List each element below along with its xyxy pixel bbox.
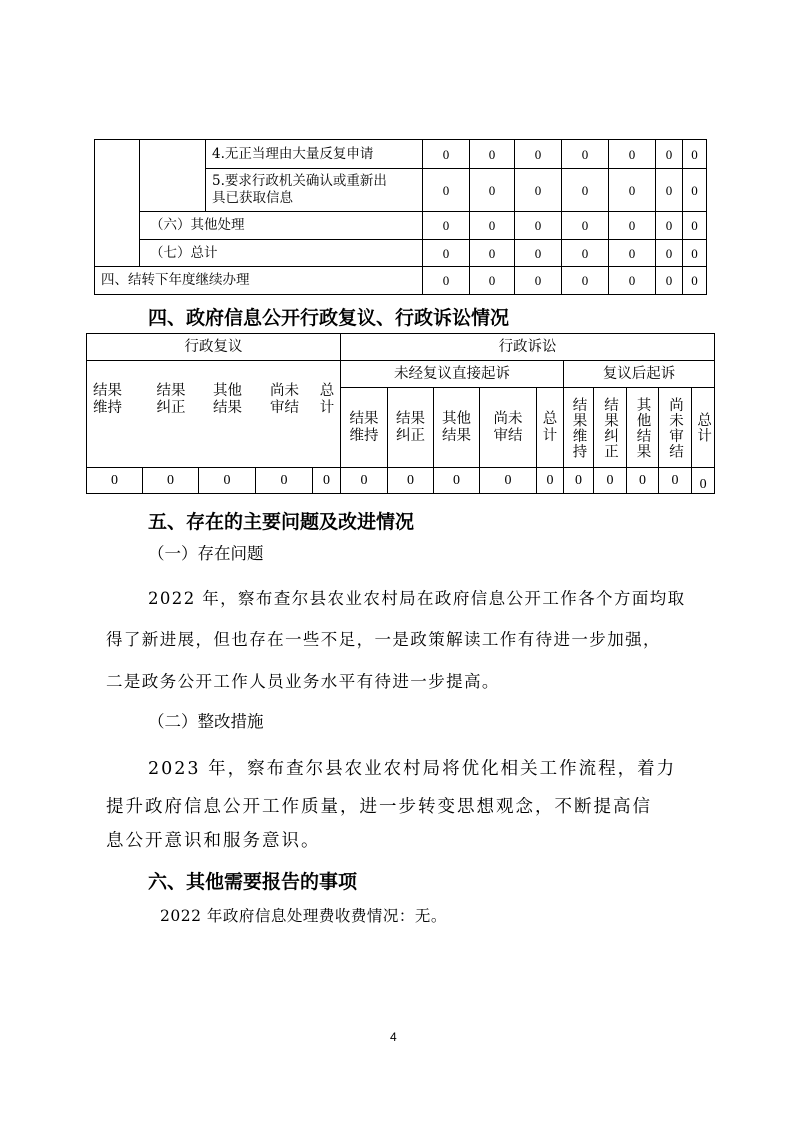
table-row: [87, 361, 715, 388]
col-header-line: 其他: [442, 410, 472, 427]
subsection-title: （一）存在问题: [148, 544, 264, 563]
row-label: （七）总计: [140, 240, 423, 267]
col-header-line: 维持: [349, 427, 379, 444]
value-cell: 0: [562, 267, 609, 295]
col-header: [199, 383, 256, 417]
page-number: 4: [390, 1030, 397, 1044]
value-cell: 0: [656, 267, 683, 295]
value-cell: 0: [562, 212, 609, 240]
value-cell: 0: [609, 240, 656, 267]
header-after: 复议后起诉: [564, 361, 715, 388]
value-cell: 0: [562, 240, 609, 267]
col-header: [256, 383, 313, 417]
row-label-line: 5.要求行政机关确认或重新出: [212, 173, 387, 189]
col-header-line: 结果: [93, 383, 122, 399]
col-header: [480, 388, 537, 468]
paragraph-line: 息公开意识和服务意识。: [106, 831, 321, 851]
value-cell: 0: [537, 468, 564, 494]
table-row: [95, 267, 707, 295]
paragraph-line: 2022 年，察布查尔县农业农村局在政府信息公开工作各个方面均取: [148, 589, 686, 608]
col-header: [143, 383, 199, 417]
row-label: [206, 169, 423, 212]
row-label: 4.无正当理由大量反复申请: [206, 140, 423, 169]
row-label: 四、结转下年度继续办理: [95, 267, 423, 295]
col-header-line: 尚未: [493, 410, 523, 427]
col-header-line: 结果: [442, 427, 472, 444]
col-header-line: 纠正: [156, 400, 186, 416]
col-header-line: 计: [542, 427, 558, 444]
value-cell: 0: [656, 240, 683, 267]
value-cell: 0: [683, 169, 707, 212]
col-header-line: 维持: [93, 400, 122, 416]
value-cell: 0: [515, 212, 562, 240]
value-cell: 0: [609, 212, 656, 240]
value-cell: 0: [515, 169, 562, 212]
col-header: 其他结果: [627, 388, 659, 468]
value-cell: 0: [515, 240, 562, 267]
col-header-line: 其他: [213, 383, 242, 399]
col-header-line: 结果: [213, 400, 242, 416]
value-cell: 0: [515, 267, 562, 295]
table-cell: [140, 140, 206, 212]
section-heading: 四、政府信息公开行政复议、行政诉讼情况: [148, 307, 510, 329]
paragraph-line: 2023 年，察布查尔县农业农村局将优化相关工作流程，着力: [148, 759, 677, 779]
table-row: [95, 140, 707, 169]
header-litigation: 行政诉讼: [341, 334, 715, 361]
col-header-line: 纠正: [396, 427, 426, 444]
value-cell: 0: [341, 468, 388, 494]
value-cell: 0: [609, 169, 656, 212]
table-row: [95, 240, 707, 267]
col-header: [87, 383, 143, 417]
subsection-title: （二）整改措施: [148, 712, 264, 731]
value-cell: 0: [256, 468, 313, 494]
value-cell: 0: [423, 267, 470, 295]
value-cell: 0: [470, 212, 515, 240]
col-header-line: 结果: [349, 410, 379, 427]
value-cell: 0: [480, 468, 537, 494]
value-cell: 0: [692, 468, 715, 494]
value-cell: 0: [423, 169, 470, 212]
value-cell: 0: [470, 140, 515, 169]
table-cell: [95, 140, 140, 267]
fee-statement: 2022 年政府信息处理费收费情况：无。: [160, 907, 447, 925]
row-label: （六）其他处理: [140, 212, 423, 240]
review-litigation-table: [86, 333, 715, 494]
col-header: [341, 388, 388, 468]
header-direct: 未经复议直接起诉: [341, 361, 564, 388]
value-cell: 0: [683, 267, 707, 295]
value-cell: 0: [470, 240, 515, 267]
table-cell: [87, 361, 341, 468]
value-cell: 0: [562, 169, 609, 212]
value-cell: 0: [87, 468, 143, 494]
col-header: [313, 383, 341, 417]
col-header-line: 总: [319, 383, 335, 399]
disposal-table: [94, 139, 707, 295]
value-cell: 0: [143, 468, 199, 494]
col-header: [434, 388, 480, 468]
col-header-line: 结果: [156, 383, 186, 399]
value-cell: 0: [683, 240, 707, 267]
col-header-line: 审结: [493, 427, 523, 444]
paragraph-line: 二是政务公开工作人员业务水平有待进一步提高。: [106, 672, 500, 691]
col-header: 总计: [692, 388, 715, 468]
value-cell: 0: [594, 468, 627, 494]
col-header: 结果维持: [564, 388, 594, 468]
value-cell: 0: [564, 468, 594, 494]
col-header: 尚未审结: [659, 388, 692, 468]
col-header-line: 尚未: [270, 383, 299, 399]
value-cell: 0: [656, 212, 683, 240]
value-cell: 0: [388, 468, 434, 494]
table-row: [95, 212, 707, 240]
value-cell: 0: [470, 169, 515, 212]
value-cell: 0: [434, 468, 480, 494]
value-cell: 0: [562, 140, 609, 169]
value-cell: 0: [683, 140, 707, 169]
paragraph-line: 得了新进展，但也存在一些不足，一是政策解读工作有待进一步加强，: [106, 630, 661, 649]
value-cell: 0: [683, 212, 707, 240]
col-header: [388, 388, 434, 468]
section-heading: 六、其他需要报告的事项: [148, 871, 358, 893]
value-cell: 0: [656, 169, 683, 212]
paragraph-line: 提升政府信息公开工作质量，进一步转变思想观念，不断提高信: [106, 797, 652, 817]
value-cell: 0: [313, 468, 341, 494]
value-cell: 0: [470, 267, 515, 295]
value-cell: 0: [609, 267, 656, 295]
value-cell: 0: [627, 468, 659, 494]
row-label-line: 具已获取信息: [212, 190, 293, 206]
review-col-headers: [87, 383, 341, 417]
col-header-line: 计: [319, 400, 335, 416]
value-cell: 0: [423, 212, 470, 240]
col-header-line: 总: [542, 410, 558, 427]
section-heading: 五、存在的主要问题及改进情况: [148, 511, 415, 533]
header-review: 行政复议: [87, 334, 341, 361]
col-header: 结果纠正: [594, 388, 627, 468]
value-cell: 0: [515, 140, 562, 169]
col-header-line: 结果: [396, 410, 426, 427]
value-cell: 0: [656, 140, 683, 169]
col-header: [537, 388, 564, 468]
value-cell: 0: [609, 140, 656, 169]
value-cell: 0: [423, 140, 470, 169]
col-header-line: 审结: [270, 400, 299, 416]
value-cell: 0: [423, 240, 470, 267]
value-cell: 0: [659, 468, 692, 494]
value-cell: 0: [199, 468, 256, 494]
table-row: [87, 468, 715, 494]
table-row: [87, 334, 715, 361]
